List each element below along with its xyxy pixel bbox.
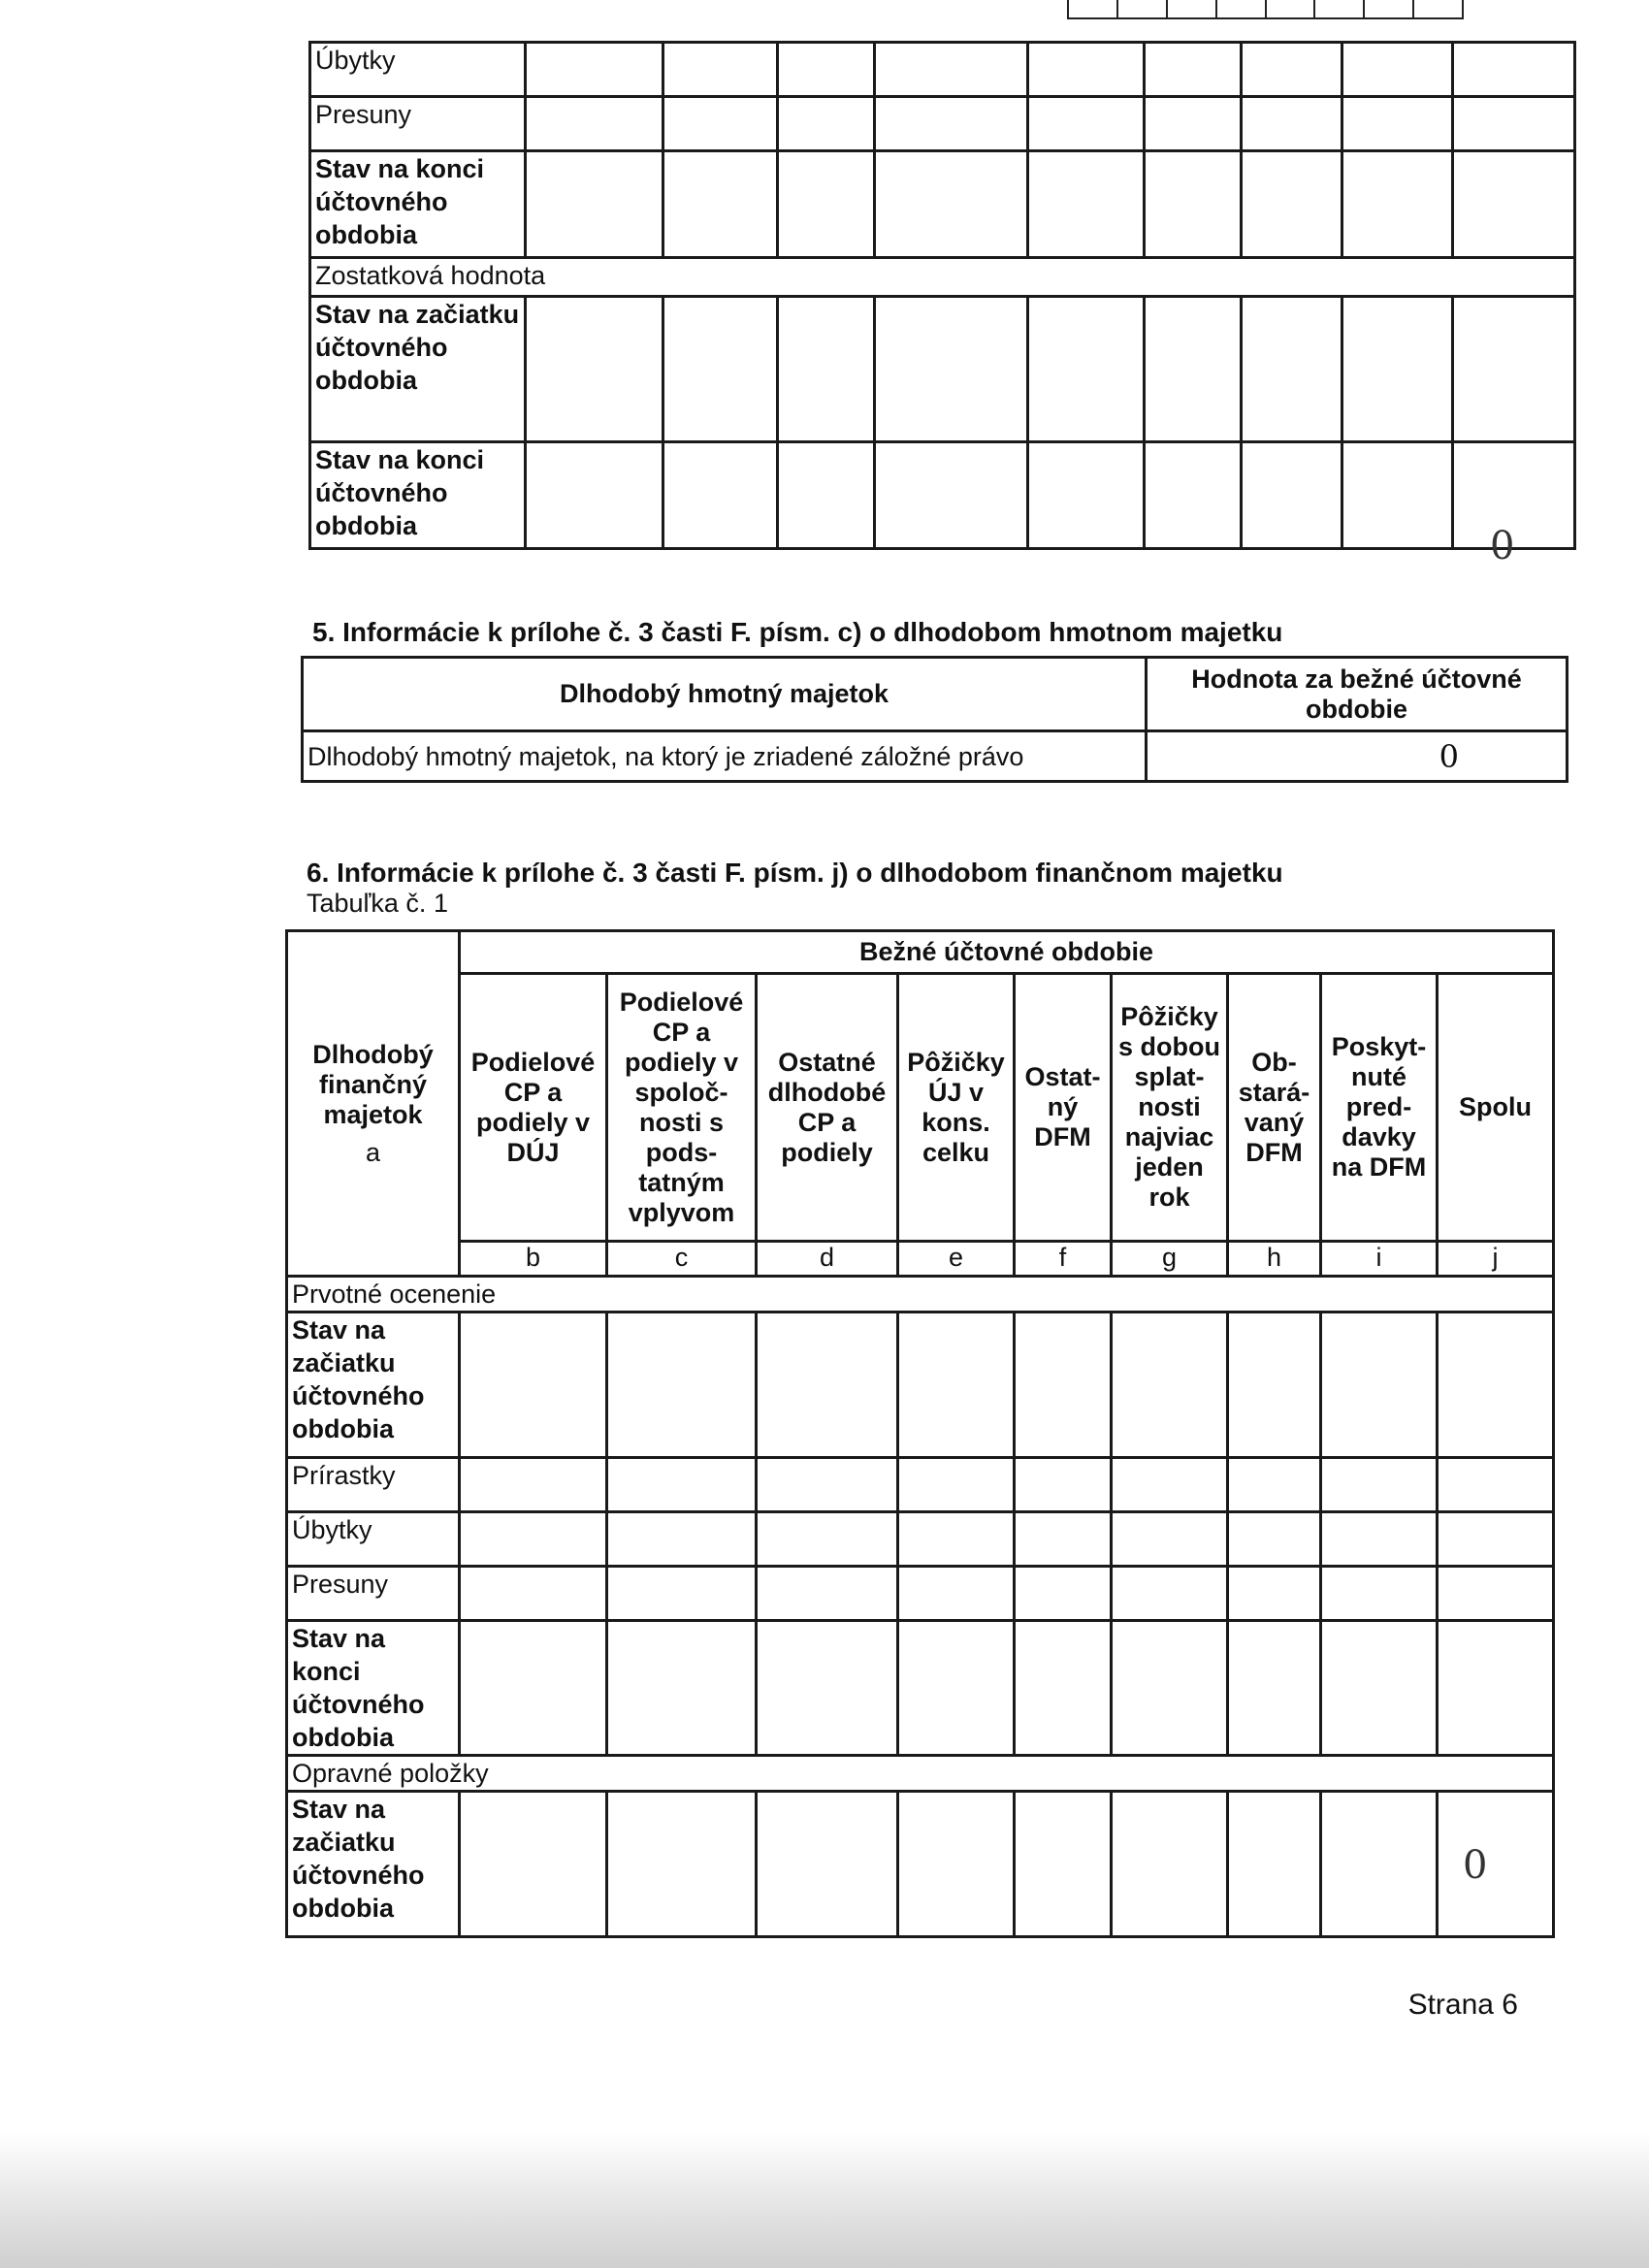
tangible-assets-pledge-table [301,656,1568,783]
column-header: Spolu [1438,974,1554,1242]
value-cell[interactable] [1438,1621,1554,1756]
value-cell[interactable] [607,1567,757,1621]
value-cell[interactable] [1453,297,1575,442]
value-cell[interactable] [778,297,875,442]
row-label: Zostatková hodnota [310,258,1575,297]
value-cell[interactable] [1242,151,1342,258]
column-letter: f [1015,1242,1112,1277]
column-letter: j [1438,1242,1554,1277]
row-label: Stav na konci účtovného obdobia [287,1621,460,1756]
value-cell[interactable] [526,442,663,549]
value-cell[interactable] [1453,43,1575,97]
row-label: Presuny [287,1567,460,1621]
fixed-assets-table-continued [308,41,1576,550]
value-cell[interactable] [460,1312,607,1458]
value-cell[interactable] [1342,97,1453,151]
table-row [287,1312,1554,1458]
column-header: Poskyt-nuté pred-davky na DFM [1321,974,1438,1242]
table-row [287,1792,1554,1937]
value-cell[interactable] [898,1621,1015,1756]
row-label: Stav na konci účtovného obdobia [310,151,526,258]
value-cell[interactable] [1145,151,1242,258]
value-cell[interactable] [757,1312,898,1458]
value-cell[interactable] [1342,442,1453,549]
table-row [287,1277,1554,1312]
value-cell[interactable] [875,442,1028,549]
tangible-assets-header: Dlhodobý hmotný majetok [303,658,1147,731]
financial-assets-row-header [287,931,460,1277]
column-letter: h [1228,1242,1321,1277]
pledged-assets-value: 0 [1147,731,1568,782]
value-cell[interactable] [1145,97,1242,151]
value-cell[interactable] [1321,1621,1438,1756]
table-row [310,151,1575,258]
value-cell[interactable] [607,1458,757,1512]
value-cell[interactable] [460,1567,607,1621]
column-header: Podielové CP a podiely v DÚJ [460,974,607,1242]
value-cell[interactable] [1015,1792,1112,1937]
form-header-boxes [1067,0,1464,19]
value-cell[interactable] [1112,1512,1228,1567]
value-cell[interactable] [1228,1458,1321,1512]
value-cell[interactable] [778,97,875,151]
value-cell[interactable] [898,1458,1015,1512]
row-label: Opravné položky [287,1756,1554,1792]
column-header: Podielové CP a podiely v spoloč-nosti s pods-tatným vplyvom [607,974,757,1242]
value-cell[interactable] [526,297,663,442]
value-cell[interactable] [1228,1792,1321,1937]
table-row [287,1458,1554,1512]
value-cell[interactable] [1321,1312,1438,1458]
value-cell[interactable] [460,1621,607,1756]
value-cell[interactable] [1321,1512,1438,1567]
value-cell[interactable] [1228,1567,1321,1621]
column-header: Pôžičky ÚJ v kons. celku [898,974,1015,1242]
value-cell[interactable] [757,1567,898,1621]
table-row [287,1567,1554,1621]
value-cell[interactable] [526,97,663,151]
value-cell[interactable] [1342,297,1453,442]
value-cell[interactable] [1438,1458,1554,1512]
value-cell[interactable] [778,442,875,549]
value-cell[interactable] [898,1512,1015,1567]
value-cell[interactable] [460,1512,607,1567]
column-letter: b [460,1242,607,1277]
row-label: Stav na konci účtovného obdobia [310,442,526,549]
value-cell[interactable] [1145,43,1242,97]
value-cell[interactable] [1028,97,1145,151]
value-cell[interactable] [607,1792,757,1937]
value-cell[interactable] [460,1792,607,1937]
value-cell[interactable] [898,1567,1015,1621]
table-number-label: Tabuľka č. 1 [307,889,448,918]
value-cell[interactable] [898,1792,1015,1937]
value-cell[interactable] [1453,97,1575,151]
table-row [310,97,1575,151]
current-period-group-header: Bežné účtovné obdobie [460,931,1554,974]
column-letter: c [607,1242,757,1277]
row-label: Úbytky [310,43,526,97]
page-number: Strana 6 [1407,1989,1518,2021]
column-header: Ob-stará-vaný DFM [1228,974,1321,1242]
value-cell[interactable] [1015,1567,1112,1621]
row-header-text: Dlhodobý finančný majetok [312,1039,434,1129]
value-cell[interactable] [1453,151,1575,258]
value-cell[interactable] [1228,1621,1321,1756]
value-cell[interactable] [1242,297,1342,442]
value-cell[interactable] [1145,442,1242,549]
value-cell[interactable] [757,1621,898,1756]
row-label: Prírastky [287,1458,460,1512]
value-cell[interactable] [1015,1458,1112,1512]
table-row [287,1512,1554,1567]
section-5-heading: 5. Informácie k prílohe č. 3 časti F. písm. c) o dlhodobom hmotnom majetku [312,617,1283,647]
column-letter: d [757,1242,898,1277]
value-cell[interactable] [1242,442,1342,549]
value-cell[interactable] [607,1512,757,1567]
value-cell[interactable] [1228,1512,1321,1567]
value-cell[interactable] [1321,1792,1438,1937]
value-cell[interactable] [1438,1312,1554,1458]
value-cell[interactable] [663,43,778,97]
row-label: Stav na začiatku účtovného obdobia [287,1792,460,1937]
column-letter: i [1321,1242,1438,1277]
row-label: Stav na začiatku účtovného obdobia [310,297,526,442]
column-header: Ostatné dlhodobé CP a podiely [757,974,898,1242]
column-letter: a [365,1137,381,1167]
value-cell[interactable] [1228,1312,1321,1458]
value-cell[interactable] [607,1621,757,1756]
value-cell[interactable] [757,1512,898,1567]
row-label: Presuny [310,97,526,151]
scan-shadow [0,2132,1649,2268]
column-letter: e [898,1242,1015,1277]
table-row [287,1756,1554,1792]
value-cell[interactable] [1112,1458,1228,1512]
value-cell[interactable] [1015,1312,1112,1458]
value-cell[interactable] [1112,1312,1228,1458]
table-row [310,43,1575,97]
value-cell[interactable] [1438,1512,1554,1567]
value-cell[interactable] [1242,43,1342,97]
value-cell[interactable] [1438,1792,1554,1937]
value-cell[interactable] [757,1792,898,1937]
value-cell[interactable] [875,43,1028,97]
table-row [310,258,1575,297]
value-cell[interactable] [663,151,778,258]
column-letter: g [1112,1242,1228,1277]
value-cell[interactable] [663,442,778,549]
value-cell[interactable] [1112,1567,1228,1621]
column-header: Pôžičky s dobou splat-nosti najviac jeden rok [1112,974,1228,1242]
value-cell[interactable] [1015,1621,1112,1756]
table-row [287,1621,1554,1756]
value-cell[interactable] [1321,1567,1438,1621]
value-cell[interactable] [1028,151,1145,258]
value-cell[interactable] [1342,151,1453,258]
value-cell[interactable] [875,151,1028,258]
value-cell[interactable] [1242,97,1342,151]
column-header: Ostat-ný DFM [1015,974,1112,1242]
section-6-heading: 6. Informácie k prílohe č. 3 časti F. písm. j) o dlhodobom finančnom majetku [307,858,1283,888]
value-cell[interactable] [1028,43,1145,97]
value-cell[interactable] [1342,43,1453,97]
value-cell[interactable] [1028,442,1145,549]
value-cell[interactable] [1028,297,1145,442]
table-row [310,442,1575,549]
value-cell[interactable] [663,97,778,151]
value-cell[interactable] [778,151,875,258]
value-cell[interactable] [1112,1621,1228,1756]
table-row [310,297,1575,442]
value-cell[interactable] [1112,1792,1228,1937]
row-label: Úbytky [287,1512,460,1567]
value-cell[interactable] [526,43,663,97]
row-label: Stav na začiatku účtovného obdobia [287,1312,460,1458]
value-cell[interactable] [1438,1567,1554,1621]
value-cell[interactable] [607,1312,757,1458]
handwritten-zero-mark: 0 [1463,1843,1488,1888]
value-cell[interactable] [1321,1458,1438,1512]
value-cell[interactable] [875,97,1028,151]
value-cell[interactable] [757,1458,898,1512]
current-period-value-header: Hodnota za bežné účtovné obdobie [1147,658,1568,731]
row-label: Prvotné ocenenie [287,1277,1554,1312]
financial-assets-table [285,929,1555,1938]
value-cell[interactable] [778,43,875,97]
pledged-assets-label: Dlhodobý hmotný majetok, na ktorý je zriadené záložné právo [303,731,1147,782]
handwritten-zero-mark: 0 [1490,524,1515,568]
value-cell[interactable] [1015,1512,1112,1567]
value-cell[interactable] [875,297,1028,442]
value-cell[interactable] [663,297,778,442]
value-cell[interactable] [526,151,663,258]
value-cell[interactable] [898,1312,1015,1458]
value-cell[interactable] [460,1458,607,1512]
value-cell[interactable] [1145,297,1242,442]
